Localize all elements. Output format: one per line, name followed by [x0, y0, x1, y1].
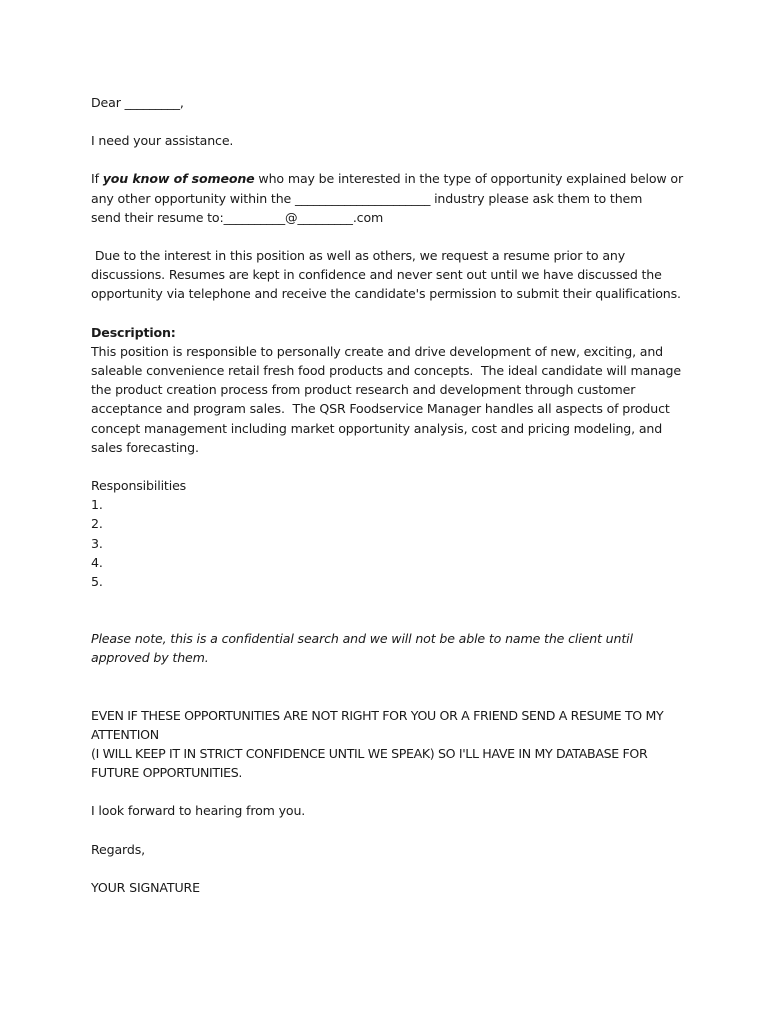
description-section	[91, 323, 691, 457]
referral-emphasis: you know of someone	[102, 171, 255, 187]
referral-line-1	[91, 169, 691, 188]
interest-paragraph	[91, 246, 691, 304]
list-item: 3.	[91, 535, 103, 551]
confidential-note	[91, 629, 691, 667]
note-line-1: Please note, this is a confidential search and we will not be able to name the client until	[91, 631, 633, 647]
description-line: the product creation process from product research and development through customer	[91, 382, 636, 398]
signoff: Regards,	[91, 841, 145, 857]
responsibilities-heading: Responsibilities	[91, 478, 187, 494]
referral-line-3: send their resume to:__________@_________.com	[91, 209, 384, 225]
description-line: This position is responsible to personally create and drive development of new, exciting, and	[91, 343, 664, 359]
interest-line-3: opportunity via telephone and receive the candidate's permission to submit their qualifications.	[91, 286, 681, 302]
referral-paragraph	[91, 169, 691, 227]
description-line: sales forecasting.	[91, 439, 199, 455]
description-line: concept management including market opportunity analysis, cost and pricing modeling, and	[91, 420, 663, 436]
referral-line-2: any other opportunity within the ______________________ industry please ask them to them	[91, 190, 643, 206]
interest-line-2: discussions. Resumes are kept in confidence and never sent out until we have discussed the	[91, 267, 662, 283]
closing-line: I look forward to hearing from you.	[91, 803, 306, 819]
note-line-2: approved by them.	[91, 650, 209, 666]
callout-line-2: ATTENTION	[91, 726, 159, 742]
list-item: 4.	[91, 554, 103, 570]
greeting: Dear _________,	[91, 95, 184, 110]
referral-pre: If	[91, 171, 103, 187]
callout-paragraph	[91, 706, 691, 783]
intro-line: I need your assistance.	[91, 133, 234, 149]
description-line: saleable convenience retail fresh food products and concepts. The ideal candidate will manage	[91, 363, 681, 379]
list-item: 5.	[91, 574, 103, 590]
responsibilities-section	[91, 476, 691, 591]
list-item: 1.	[91, 497, 103, 513]
callout-line-1: EVEN IF THESE OPPORTUNITIES ARE NOT RIGHT FOR YOU OR A FRIEND SEND A RESUME TO MY	[91, 707, 664, 723]
callout-line-4: FUTURE OPPORTUNITIES.	[91, 765, 242, 781]
description-line: acceptance and program sales. The QSR Foodservice Manager handles all aspects of product	[91, 401, 670, 417]
interest-line-1: Due to the interest in this position as well as others, we request a resume prior to any	[91, 248, 626, 264]
referral-post: who may be interested in the type of opportunity explained below or	[254, 171, 683, 187]
callout-line-3: (I WILL KEEP IT IN STRICT CONFIDENCE UNTIL WE SPEAK) SO I'LL HAVE IN MY DATABASE FOR	[91, 746, 648, 762]
letter-body	[91, 93, 691, 897]
list-item: 2.	[91, 516, 103, 532]
description-heading: Description:	[91, 324, 176, 340]
signature: YOUR SIGNATURE	[91, 879, 200, 895]
